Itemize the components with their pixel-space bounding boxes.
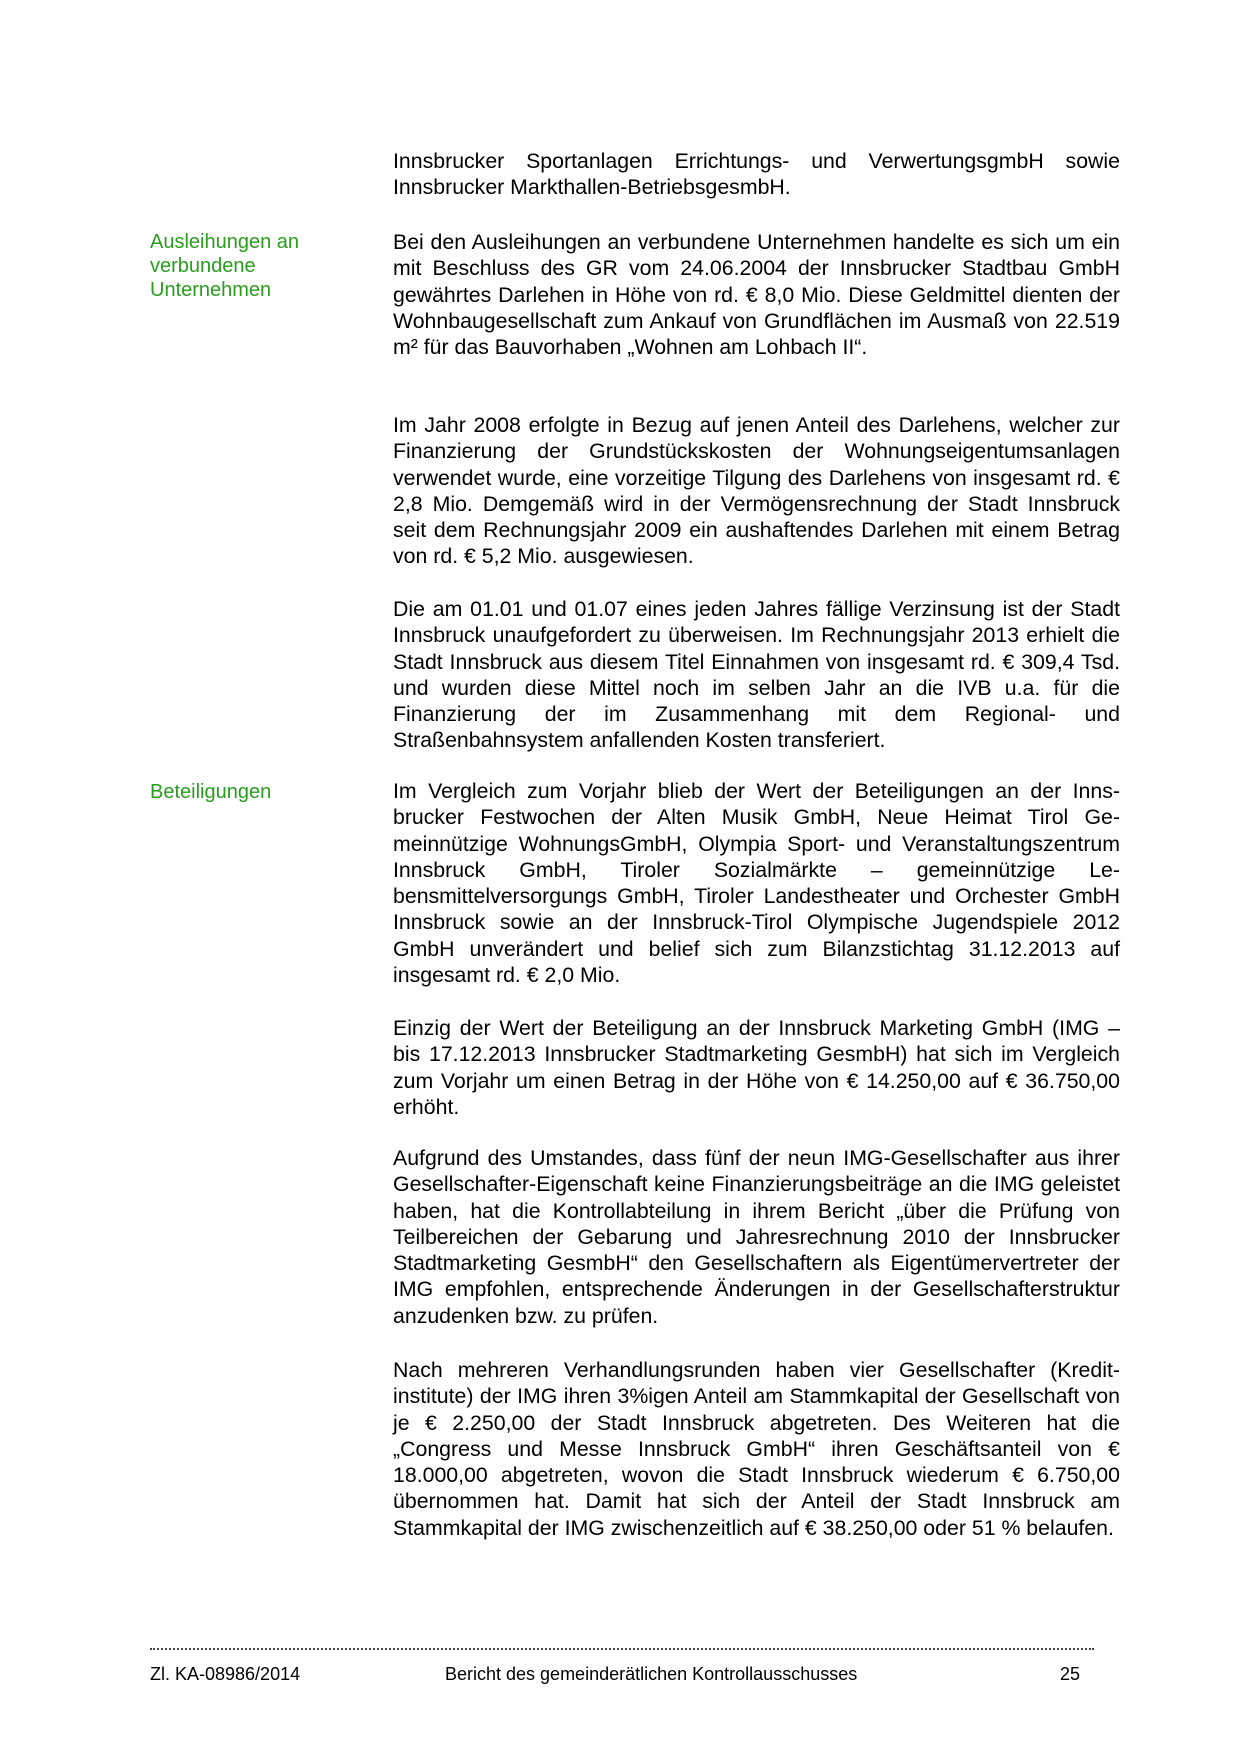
footer-divider bbox=[150, 1648, 1094, 1650]
paragraph-beteiligungen-3: Aufgrund des Umstandes, dass fünf der neun IMG-Gesellschafter aus ihrer Gesellschafter-Eigenschaft keine Finanzierungsbeiträge an die IMG geleistet haben, hat die Kontrollabteilung in ihrem Bericht „über die Prüfung von Teilbereichen der Gebarung und Jahresrechnung 2010 der Innsbrucker Stadtmarketing GesmbH“ den Gesellschaftern als Eigentümervertreter der IMG empfohlen, entsprechende Änderungen in der Gesellschafterstruktur anzudenken bzw. zu prüfen. bbox=[393, 1146, 1120, 1328]
paragraph-ausleihungen-3: Die am 01.01 und 01.07 eines jeden Jahres fällige Verzinsung ist der Stadt Innsbruck unaufgefordert zu überweisen. Im Rechnungsjahr 2013 erhielt die Stadt Innsbruck aus diesem Titel Einnahmen von insgesamt rd. € 309,4 Tsd. und wurden diese Mittel noch im selben Jahr an die IVB u.a. für die Finanzierung der im Zusammenhang mit dem Regional- und Straßenbahnsystem anfallenden Kosten transferiert. bbox=[393, 597, 1120, 753]
side-label-ausleihungen: Ausleihungen an verbundene Unternehmen bbox=[150, 231, 300, 301]
paragraph-ausleihungen-1: Bei den Ausleihungen an verbundene Unternehmen handelte es sich um ein mit Beschluss des GR vom 24.06.2004 der Innsbrucker Stadtbau GmbH gewährtes Darlehen in Höhe von rd. € 8,0 Mio. Diese Geldmittel dienten der Wohnbaugesellschaft zum Ankauf von Grundflächen im Ausmaß von 22.519 m² für das Bauvorhaben „Wohnen am Lohbach II“. bbox=[393, 230, 1120, 360]
side-label-beteiligungen: Beteiligungen bbox=[150, 781, 272, 803]
paragraph-beteiligungen-1: Im Vergleich zum Vorjahr blieb der Wert der Beteiligungen an der Innsbrucker Festwochen der Alten Musik GmbH, Neue Heimat Tirol Gemeinnützige WohnungsGmbH, Olympia Sport- und Veranstaltungszentrum Innsbruck GmbH, Tiroler Sozialmärkte – gemeinnützige Lebensmittelversorgungs GmbH, Tiroler Landestheater und Orchester GmbH Innsbruck sowie an der Innsbruck-Tirol Olympische Jugendspiele 2012 GmbH unverändert und belief sich zum Bilanzstichtag 31.12.2013 auf insgesamt rd. € 2,0 Mio. bbox=[393, 779, 1120, 988]
footer-reference: Zl. KA-08986/2014 bbox=[150, 1664, 301, 1684]
page-number: 25 bbox=[1060, 1664, 1081, 1684]
paragraph-ausleihungen-2: Im Jahr 2008 erfolgte in Bezug auf jenen Anteil des Darlehens, welcher zur Finanzierung der Grundstückskosten der Wohnungseigentumsanlagen verwendet wurde, eine vorzeitige Tilgung des Darlehens von insgesamt rd. € 2,8 Mio. Demgemäß wird in der Vermögensrechnung der Stadt Innsbruck seit dem Rechnungsjahr 2009 ein aushaftendes Darlehen mit einem Betrag von rd. € 5,2 Mio. ausgewiesen. bbox=[393, 413, 1120, 569]
footer-title: Bericht des gemeinderätlichen Kontrollausschusses bbox=[445, 1664, 858, 1684]
paragraph-beteiligungen-2: Einzig der Wert der Beteiligung an der Innsbruck Marketing GmbH (IMG – bis 17.12.2013 Innsbrucker Stadtmarketing GesmbH) hat sich im Vergleich zum Vorjahr um einen Betrag in der Höhe von € 14.250,00 auf € 36.750,00 erhöht. bbox=[393, 1016, 1120, 1119]
intro-paragraph: Innsbrucker Sportanlagen Errichtungs- und VerwertungsgmbH sowie Innsbrucker Markthallen-BetriebsgesmbH. bbox=[393, 149, 1120, 200]
paragraph-beteiligungen-4: Nach mehreren Verhandlungsrunden haben vier Gesellschafter (Kreditinstitute) der IMG ihren 3%igen Anteil am Stammkapital der Gesellschaft von je € 2.250,00 der Stadt Innsbruck abgetreten. Des Weiteren hat die „Congress und Messe Innsbruck GmbH“ ihren Geschäftsanteil von € 18.000,00 abgetreten, wovon die Stadt Innsbruck wiederum € 6.750,00 übernommen hat. Damit hat sich der Anteil der Stadt Innsbruck am Stammkapital der IMG zwischenzeitlich auf € 38.250,00 oder 51 % belaufen. bbox=[393, 1358, 1120, 1540]
